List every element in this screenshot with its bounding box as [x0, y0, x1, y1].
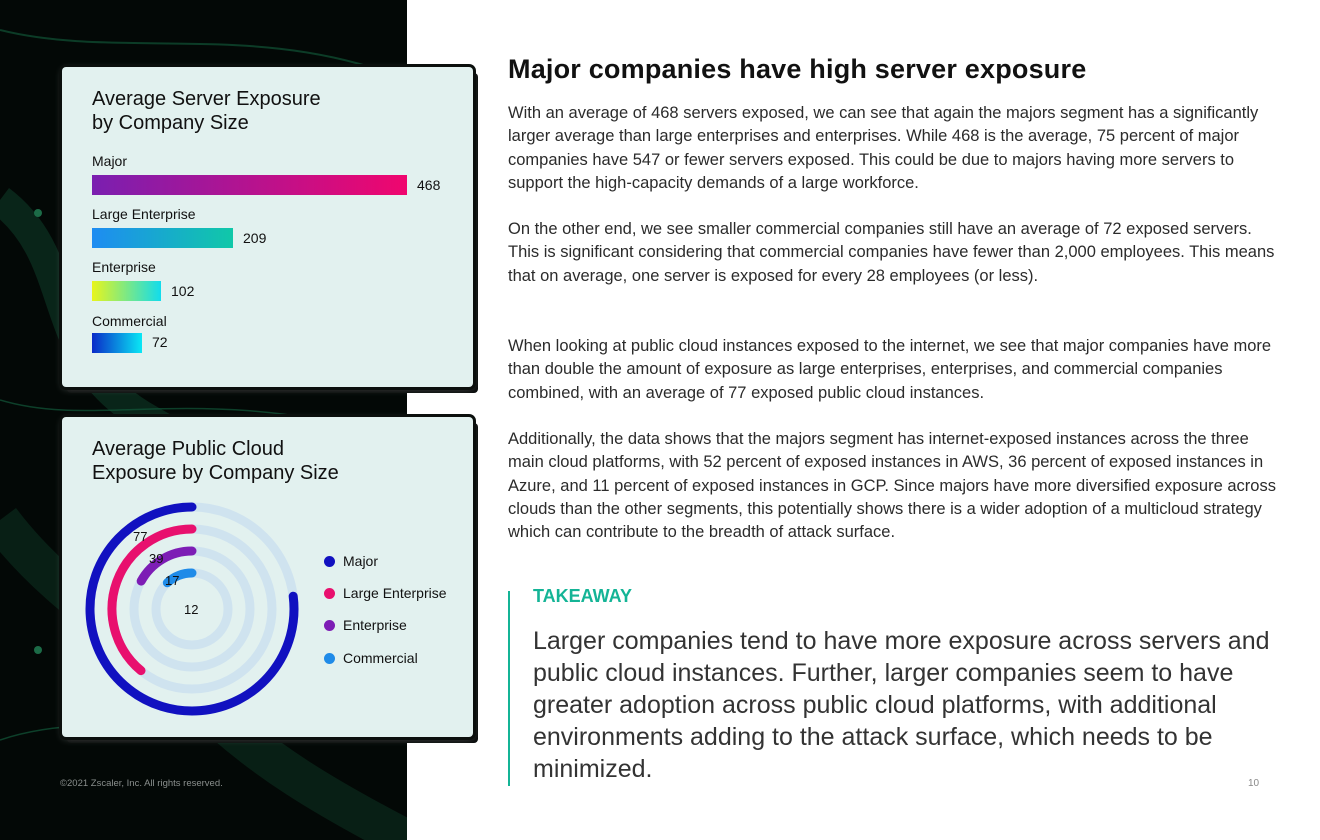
copyright-footer: ©2021 Zscaler, Inc. All rights reserved. [60, 778, 223, 789]
paragraph-3: When looking at public cloud instances exposed to the internet, we see that major companies have more than double the amount of exposure as large enterprises, enterprises, and commercial companies combined, with an average of 77 exposed public cloud instances. [508, 337, 1272, 402]
takeaway-label: TAKEAWAY [533, 586, 633, 606]
server-card-title-line1: Average Server Exposure [92, 88, 321, 110]
legend-dot-large-enterprise [324, 588, 335, 599]
ring-label-major: 77 [133, 529, 148, 544]
bar-major [92, 175, 407, 195]
radial-bar-chart [62, 417, 322, 737]
bar-label-commercial: Commercial [92, 313, 167, 329]
server-card-title-line2: by Company Size [92, 112, 249, 134]
legend-dot-enterprise [324, 620, 335, 631]
ring-label-enterprise: 17 [165, 573, 180, 588]
cloud-card-title-line2: Exposure by Company Size [92, 462, 339, 484]
legend-label-large-enterprise: Large Enterprise [343, 585, 447, 601]
legend-item-enterprise [324, 617, 407, 633]
bar-commercial [92, 333, 142, 353]
legend-label-enterprise: Enterprise [343, 617, 407, 633]
ring-label-commercial: 12 [184, 602, 199, 617]
page-number: 10 [1248, 778, 1260, 789]
takeaway-text: Larger companies tend to have more exposure across servers and public cloud instances. Further, larger companies seem to have greater adoption across public cloud platforms, with additional environments adding to the attack surface, which needs to be minimized. [533, 627, 1270, 783]
bar-label-large-enterprise: Large Enterprise [92, 206, 196, 222]
takeaway-accent-line [508, 591, 510, 786]
paragraph-2: On the other end, we see smaller commercial companies still have an average of 72 exposed servers. This is significant considering that commercial companies have fewer than 2,000 employees. This means that on average, one server is exposed for every 28 employees (or less). [508, 220, 1275, 285]
legend-item-commercial [324, 650, 418, 666]
public-cloud-card [62, 417, 473, 737]
legend-dot-commercial [324, 653, 335, 664]
bar-large-enterprise [92, 228, 233, 248]
bar-value-enterprise: 102 [171, 283, 195, 299]
legend-item-large-enterprise [324, 585, 447, 601]
server-card-title [92, 87, 321, 135]
paragraph-1: With an average of 468 servers exposed, we can see that again the majors segment has a significantly larger average than large enterprises and enterprises. While 468 is the average, 75 percent of major companies have 547 or fewer servers exposed. This could be due to majors having more servers to support the high-capacity demands of a large workforce. [508, 104, 1259, 192]
bar-value-large-enterprise: 209 [243, 230, 267, 246]
bar-enterprise [92, 281, 161, 301]
server-exposure-card [62, 67, 473, 387]
bar-value-commercial: 72 [152, 334, 168, 350]
bar-label-enterprise: Enterprise [92, 259, 156, 275]
page-heading: Major companies have high server exposure [508, 54, 1087, 84]
bar-label-major: Major [92, 153, 128, 169]
legend-item-major [324, 553, 378, 569]
legend-label-major: Major [343, 553, 379, 569]
paragraph-4: Additionally, the data shows that the majors segment has internet-exposed instances across the three main cloud platforms, with 52 percent of exposed instances in AWS, 36 percent of exposed instances in Azure, and 11 percent of exposed instances in GCP. Since majors have more diversified exposure across clouds than the other segments, this potentially shows there is a wider adoption of a multicloud strategy which can contribute to the breadth of attack surface. [508, 430, 1276, 542]
ring-label-large-enterprise: 39 [149, 551, 164, 566]
cloud-card-title-line1: Average Public Cloud [92, 438, 284, 460]
legend-dot-major [324, 556, 335, 567]
legend-label-commercial: Commercial [343, 650, 418, 666]
bar-value-major: 468 [417, 177, 441, 193]
